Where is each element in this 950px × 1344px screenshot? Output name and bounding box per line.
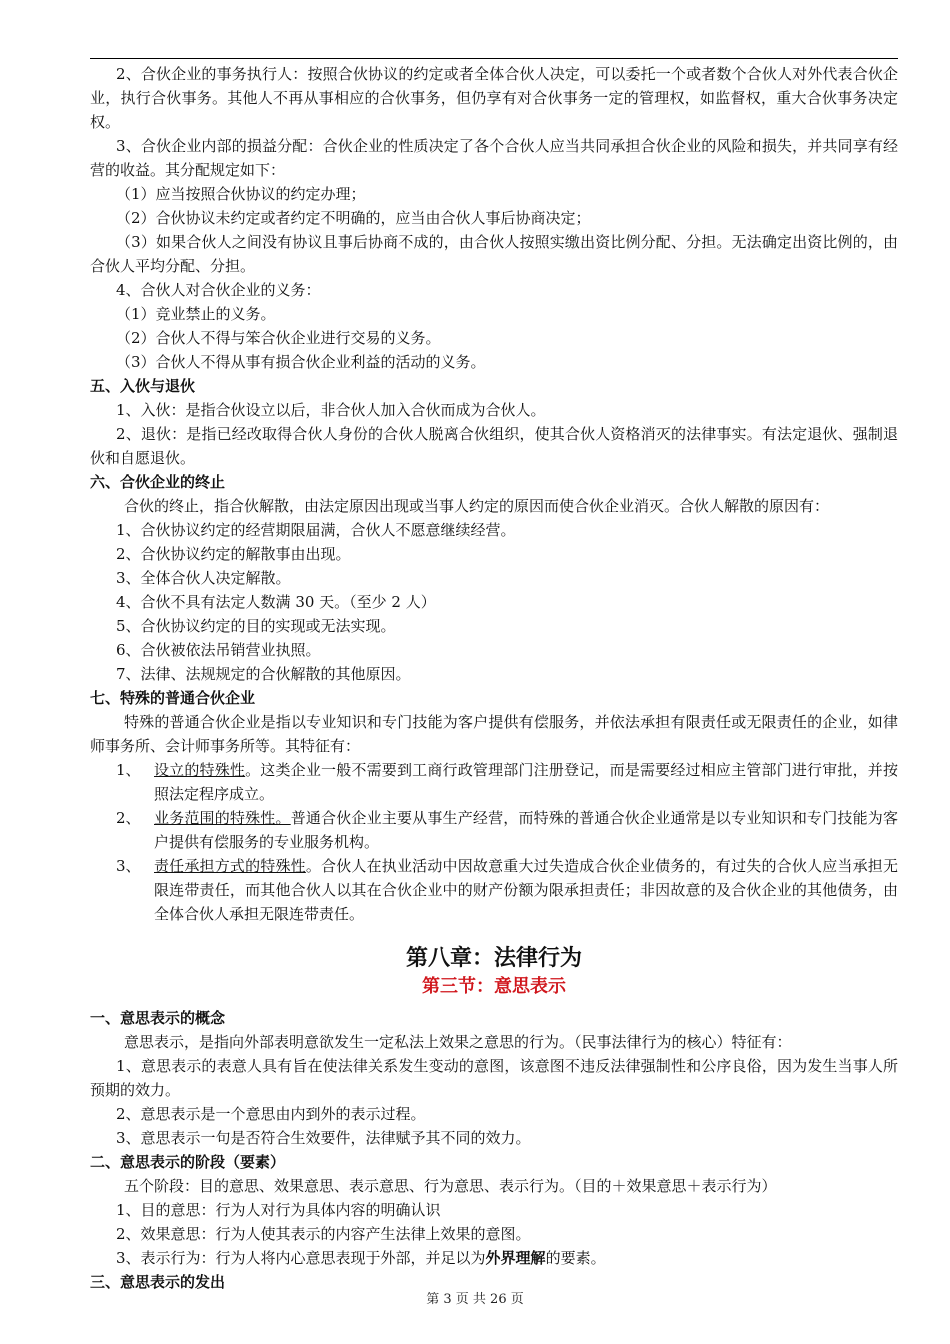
list-item: 2、意思表示是一个意思由内到外的表示过程。 xyxy=(116,1105,426,1123)
feature-item xyxy=(90,758,898,806)
list-item: 2、合伙协议约定的解散事由出现。 xyxy=(116,545,351,563)
feature-title: 设立的特殊性 xyxy=(154,761,246,779)
section-heading-5: 五、入伙与退伙 xyxy=(90,377,196,395)
feature-body: 。合伙人在执业活动中因故意重大过失造成合伙企业债务的，有过失的合伙人应当承担无限连带责任，而其他合伙人以其在合伙企业中的财产份额为限承担责任；非因故意的及合伙企业的其他债务，由全体合伙人承担无限连带责任。 xyxy=(154,857,898,923)
feature-item xyxy=(90,854,898,926)
paragraph-definition: 意思表示，是指向外部表明意欲发生一定私法上效果之意思的行为。（民事法律行为的核心）特征有： xyxy=(124,1033,792,1051)
list-item xyxy=(90,1246,898,1270)
paragraph-join: 1、入伙：是指合伙设立以后，非合伙人加入合伙而成为合伙人。 xyxy=(116,401,546,419)
section-heading-a: 一、意思表示的概念 xyxy=(90,1009,226,1027)
list-item: （1）应当按照合伙协议的约定办理； xyxy=(116,185,366,203)
feature-text xyxy=(154,806,898,854)
list-item: （3）如果合伙人之间没有协议且事后协商不成的，由合伙人按照实缴出资比例分配、分担。无法确定出资比例的，由合伙人平均分配、分担。 xyxy=(90,233,898,275)
feature-text xyxy=(154,758,898,806)
list-item: （1）竞业禁止的义务。 xyxy=(116,305,276,323)
section-heading-c: 三、意思表示的发出 xyxy=(90,1273,226,1291)
feature-body: 。这类企业一般不需要到工商行政管理部门注册登记，而是需要经过相应主管部门进行审批，并按照法定程序成立。 xyxy=(154,761,898,803)
section-title: 第三节：意思表示 xyxy=(422,976,566,997)
feature-body: 普通合伙企业主要从事生产经营，而特殊的普通合伙企业通常是以专业知识和专门技能为客户提供有偿服务的专业服务机构。 xyxy=(154,809,898,851)
page-footer: 第 3 页 共 26 页 xyxy=(426,1292,524,1307)
feature-number: 1、 xyxy=(116,761,141,779)
list-item: 1、合伙协议约定的经营期限届满，合伙人不愿意继续经营。 xyxy=(116,521,516,539)
list-item: 1、意思表示的表意人具有旨在使法律关系发生变动的意图，该意图不违反法律强制性和公序良俗，因为发生当事人所预期的效力。 xyxy=(90,1057,898,1099)
list-item: 3、全体合伙人决定解散。 xyxy=(116,569,291,587)
document-body xyxy=(90,62,898,1294)
section-heading-7: 七、特殊的普通合伙企业 xyxy=(90,689,256,707)
section-heading-b: 二、意思表示的阶段（要素） xyxy=(90,1153,286,1171)
feature-title: 业务范围的特殊性。 xyxy=(154,809,291,827)
list-item: （2）合伙协议未约定或者约定不明确的，应当由合伙人事后协商决定； xyxy=(116,209,591,227)
list-item: 2、效果意思：行为人使其表示的内容产生法律上效果的意图。 xyxy=(116,1225,531,1243)
feature-number: 3、 xyxy=(116,857,141,875)
list-item: 1、目的意思：行为人对行为具体内容的明确认识 xyxy=(116,1201,441,1219)
list-item: （2）合伙人不得与笨合伙企业进行交易的义务。 xyxy=(116,329,441,347)
emphasis-text: 外界理解 xyxy=(485,1249,546,1267)
header-rule xyxy=(90,58,898,59)
paragraph-obligations: 4、合伙人对合伙企业的义务： xyxy=(116,281,321,299)
paragraph-stages: 五个阶段：目的意思、效果意思、表示意思、行为意思、表示行为。（目的＋效果意思＋表示行为） xyxy=(124,1177,777,1195)
paragraph-termination: 合伙的终止，指合伙解散，由法定原因出现或当事人约定的原因而使合伙企业消灭。合伙人解散的原因有： xyxy=(124,497,830,515)
chapter-title: 第八章：法律行为 xyxy=(405,946,582,971)
paragraph-special-partnership: 特殊的普通合伙企业是指以专业知识和专门技能为客户提供有偿服务，并依法承担有限责任或无限责任的企业，如律师事务所、会计师事务所等。其特征有： xyxy=(90,713,898,755)
paragraph-profit-distribution: 3、合伙企业内部的损益分配：合伙企业的性质决定了各个合伙人应当共同承担合伙企业的风险和损失，并共同享有经营的收益。其分配规定如下： xyxy=(90,137,898,179)
list-item-text: 3、表示行为：行为人将内心意思表现于外部，并足以为 xyxy=(116,1249,486,1267)
paragraph-executor: 2、合伙企业的事务执行人：按照合伙协议的约定或者全体合伙人决定，可以委托一个或者数个合伙人对外代表合伙企业，执行合伙事务。其他人不再从事相应的合伙事务，但仍享有对合伙事务一定的管理权，如监督权，重大合伙事务决定权。 xyxy=(90,65,898,131)
list-item: 6、合伙被依法吊销营业执照。 xyxy=(116,641,321,659)
feature-number: 2、 xyxy=(116,809,141,827)
list-item: 4、合伙不具有法定人数满 30 天。（至少 2 人） xyxy=(116,593,436,611)
list-item: 5、合伙协议约定的目的实现或无法实现。 xyxy=(116,617,396,635)
paragraph-withdraw: 2、退伙：是指已经改取得合伙人身份的合伙人脱离合伙组织，使其合伙人资格消灭的法律事实。有法定退伙、强制退伙和自愿退伙。 xyxy=(90,425,898,467)
list-item-text: 的要素。 xyxy=(545,1249,606,1267)
list-item: 7、法律、法规规定的合伙解散的其他原因。 xyxy=(116,665,411,683)
list-item: 3、意思表示一句是否符合生效要件，法律赋予其不同的效力。 xyxy=(116,1129,531,1147)
feature-text xyxy=(154,854,898,926)
feature-item xyxy=(90,806,898,854)
feature-title: 责任承担方式的特殊性 xyxy=(154,857,306,875)
list-item: （3）合伙人不得从事有损合伙企业利益的活动的义务。 xyxy=(116,353,486,371)
section-heading-6: 六、合伙企业的终止 xyxy=(90,473,226,491)
